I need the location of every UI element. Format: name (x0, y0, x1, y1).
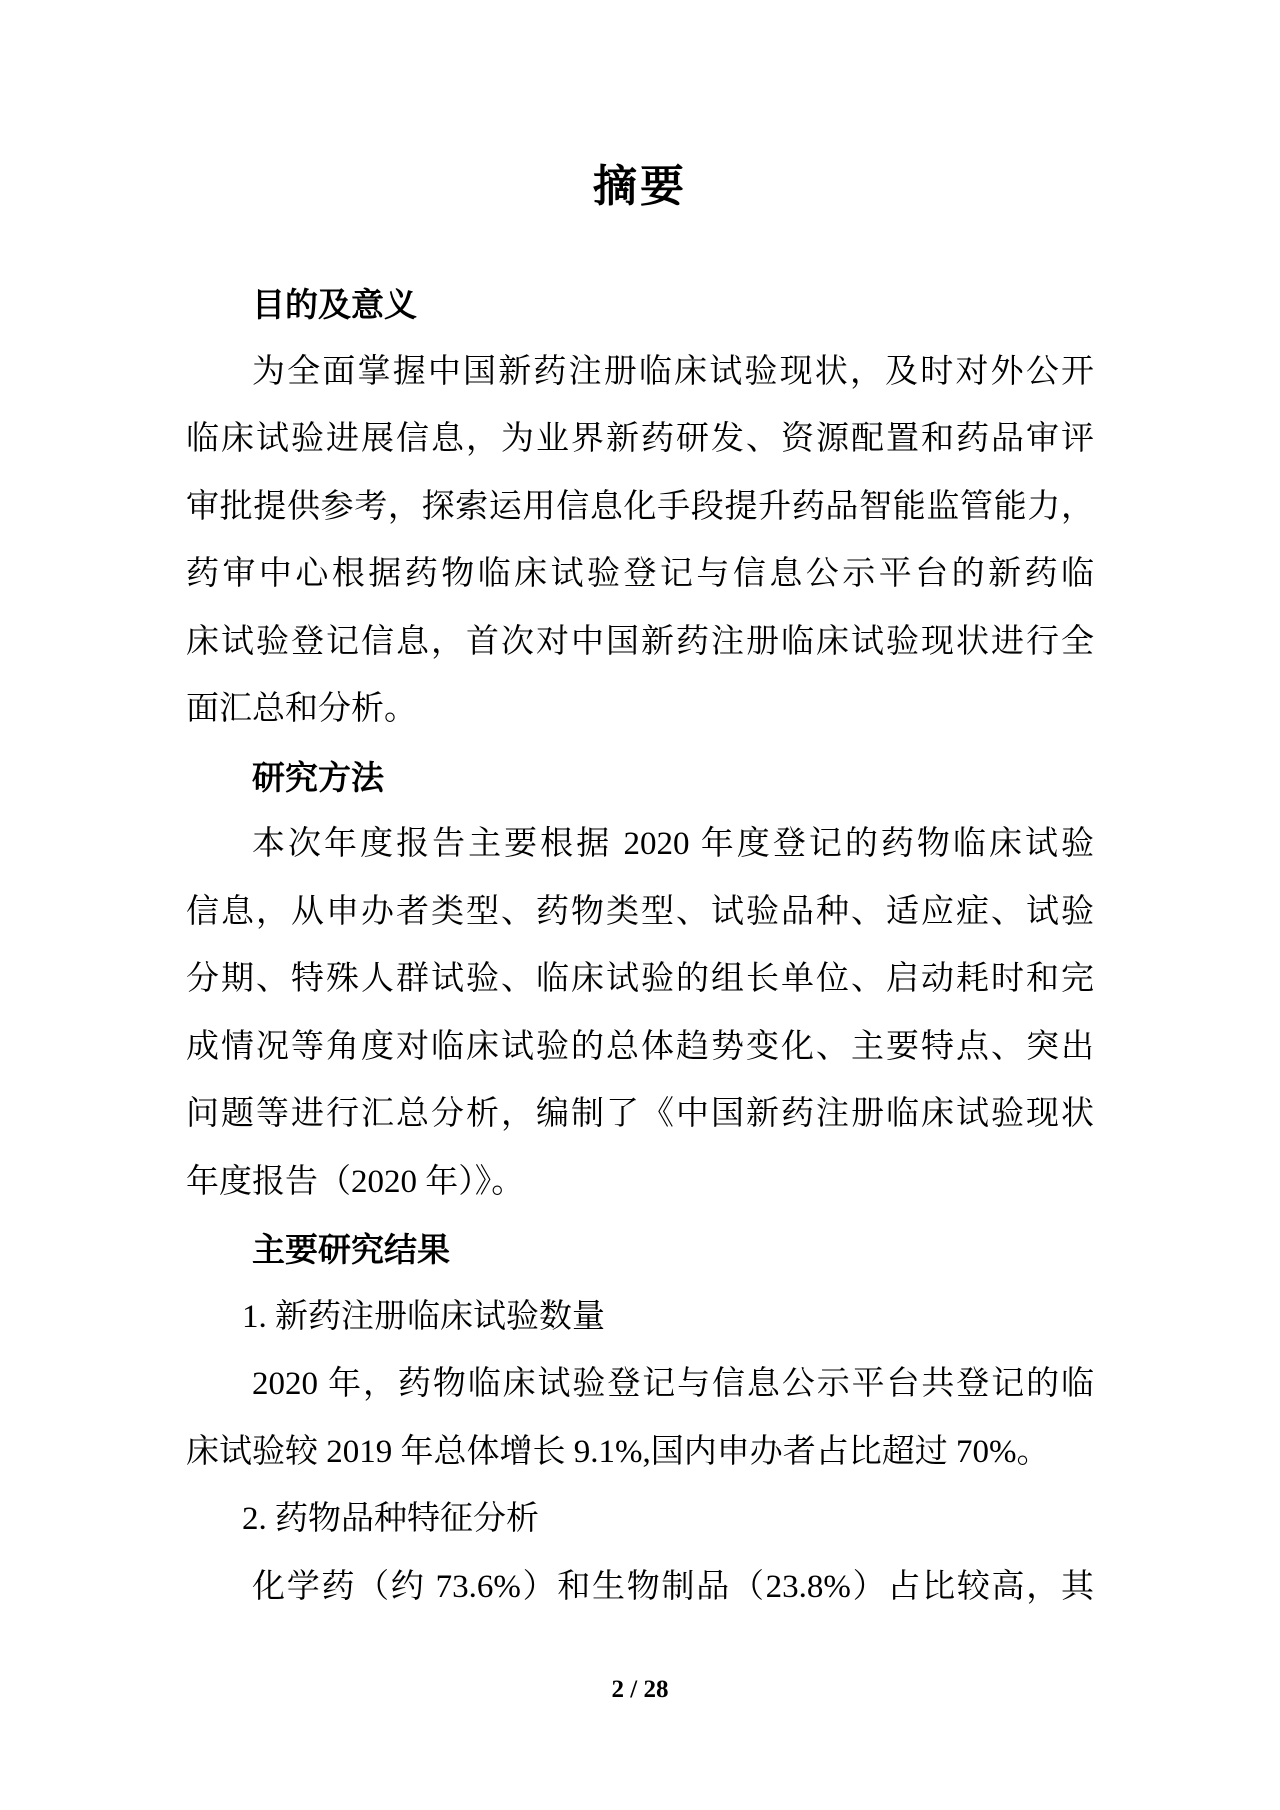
document-body (186, 271, 1094, 1621)
result-item-1-paragraph-line: 2020 年，药物临床试验登记与信息公示平台共登记的临 (252, 1366, 1094, 1402)
purpose-paragraph-line: 面汇总和分析。 (186, 691, 417, 727)
result-item-1-paragraph-line: 床试验较 2019 年总体增长 9.1%,国内申办者占比超过 70%。 (186, 1433, 1050, 1470)
method-paragraph-line: 成情况等角度对临床试验的总体趋势变化、主要特点、突出 (186, 1028, 1094, 1065)
method-paragraph-line: 分期、特殊人群试验、临床试验的组长单位、启动耗时和完 (186, 961, 1094, 997)
page-number: 2 / 28 (611, 1676, 669, 1703)
purpose-paragraph-line: 床试验登记信息，首次对中国新药注册临床试验现状进行全 (186, 623, 1094, 660)
section-heading-results: 主要研究结果 (252, 1231, 450, 1268)
result-item-1-title: 1. 新药注册临床试验数量 (242, 1298, 605, 1335)
section-heading-method: 研究方法 (252, 758, 384, 796)
result-item-2-title: 2. 药物品种特征分析 (242, 1501, 539, 1537)
purpose-paragraph-line: 药审中心根据药物临床试验登记与信息公示平台的新药临 (186, 556, 1094, 592)
section-heading-purpose: 目的及意义 (252, 286, 417, 323)
purpose-paragraph-line: 审批提供参考，探索运用信息化手段提升药品智能监管能力， (186, 488, 1094, 525)
method-paragraph-line: 本次年度报告主要根据 2020 年度登记的药物临床试验 (252, 826, 1094, 862)
purpose-paragraph-line: 为全面掌握中国新药注册临床试验现状，及时对外公开 (252, 353, 1094, 390)
method-paragraph-line: 信息，从申办者类型、药物类型、试验品种、适应症、试验 (186, 893, 1094, 930)
method-paragraph-line: 年度报告（2020 年）》。 (186, 1163, 525, 1200)
page-title: 摘要 (593, 162, 687, 211)
result-item-2-paragraph-line: 化学药（约 73.6%）和生物制品（23.8%）占比较高，其 (252, 1568, 1094, 1605)
purpose-paragraph-line: 临床试验进展信息，为业界新药研发、资源配置和药品审评 (186, 421, 1094, 457)
method-paragraph-line: 问题等进行汇总分析，编制了《中国新药注册临床试验现状 (186, 1096, 1094, 1132)
